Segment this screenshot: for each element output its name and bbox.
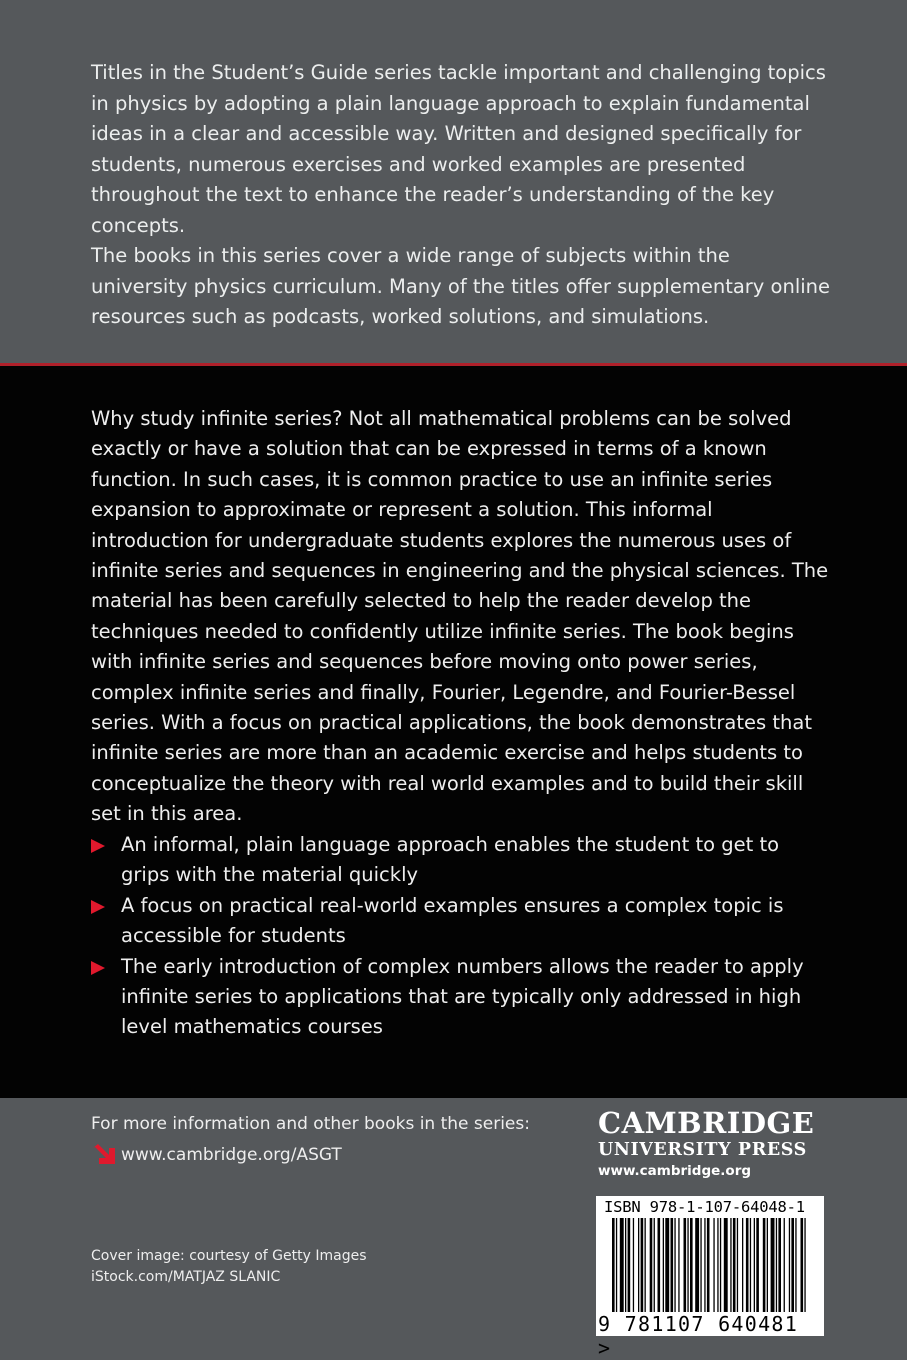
series-link[interactable]: [91, 1144, 342, 1166]
feature-item-text: A focus on practical real-world examples ensures a complex topic is accessible for students: [121, 893, 784, 948]
barcode-bar: [737, 1218, 738, 1312]
barcode-bar: [625, 1218, 626, 1312]
ean-digits: 9 781107 640481 >: [598, 1312, 799, 1360]
arrow-down-right-icon: [91, 1144, 117, 1166]
footer-panel: [0, 1098, 907, 1360]
cover-credit-line-2: iStock.com/MATJAZ SLANIC: [91, 1269, 281, 1285]
publisher-name: CAMBRIDGE: [598, 1106, 815, 1140]
barcode-bar: [684, 1218, 687, 1312]
feature-item-text: An informal, plain language approach enables the student to get to grips with the material quickly: [121, 833, 780, 887]
barcode-bar: [795, 1218, 796, 1312]
barcode-bar: [713, 1218, 714, 1312]
barcode-bar: [730, 1218, 731, 1312]
barcode-bar: [771, 1218, 775, 1312]
barcode-bar: [612, 1218, 615, 1312]
more-info-text: For more information and other books in the series:: [91, 1114, 530, 1134]
barcode-bar: [801, 1218, 804, 1312]
barcode-bar: [776, 1218, 777, 1312]
series-intro-paragraph-2: The books in this series cover a wide range of subjects within the university physics curriculum. Many of the titles offer supplementary online resources such as podcasts, worked solutions, and simulations.: [91, 244, 831, 328]
barcode-bar: [638, 1218, 639, 1312]
barcode-bar: [671, 1218, 674, 1312]
barcode-bar: [763, 1218, 766, 1312]
barcode-bar: [695, 1218, 699, 1312]
feature-item-text: The early introduction of complex numbers allows the reader to apply infinite series to applications that are typically only addressed in high level mathematics courses: [121, 954, 804, 1039]
barcode-bar: [650, 1218, 653, 1312]
barcode-bar: [784, 1218, 785, 1312]
barcode-bar: [704, 1218, 705, 1312]
barcode-bar: [789, 1218, 790, 1312]
barcode: [596, 1196, 824, 1360]
barcode-bar: [724, 1218, 728, 1312]
barcode-bar: [641, 1218, 644, 1312]
barcode-bar: [628, 1218, 631, 1312]
barcode-bar: [663, 1218, 664, 1312]
feature-item: [91, 830, 831, 891]
barcode-bar: [687, 1218, 688, 1312]
isbn-label: ISBN 978-1-107-64048-1: [604, 1198, 805, 1216]
publisher-url: www.cambridge.org: [598, 1163, 752, 1179]
barcode-bar: [616, 1218, 617, 1312]
barcode-bar: [746, 1218, 749, 1312]
barcode-bar: [733, 1218, 736, 1312]
barcode-bar: [645, 1218, 646, 1312]
barcode-bar: [717, 1218, 718, 1312]
barcode-bar: [756, 1218, 759, 1312]
feature-item: [91, 891, 831, 952]
cover-credit-line-1: Cover image: courtesy of Getty Images: [91, 1248, 367, 1264]
barcode-bar: [620, 1218, 624, 1312]
barcode-bar: [720, 1218, 721, 1312]
barcode-bar: [700, 1218, 701, 1312]
barcode-bar: [633, 1218, 634, 1312]
barcode-bar: [791, 1218, 794, 1312]
barcode-bar: [707, 1218, 710, 1312]
barcode-bar: [742, 1218, 743, 1312]
barcode-bar: [754, 1218, 755, 1312]
series-url[interactable]: www.cambridge.org/ASGT: [121, 1145, 342, 1165]
bullet-triangle-icon: [91, 900, 105, 914]
feature-item: [91, 952, 831, 1043]
barcode-bar: [767, 1218, 768, 1312]
barcode-bar: [678, 1218, 679, 1312]
book-description: Why study infinite series? Not all mathematical problems can be solved exactly or have a solution that can be expressed in terms of a known function. In such cases, it is common practice to use an infinite series expansion to approximate or represent a solution. This informal introduction for undergraduate students explores the numerous uses of infinite series and sequences in engineering and the physical sciences. The material has been carefully selected to help the reader develop the techniques needed to confidently utilize infinite series. The book begins with infinite series and sequences before moving onto power series, complex infinite series and finally, Fourier, Legendre, and Fourier-Bessel series. With a focus on practical applications, the book demonstrates that infinite series are more than an academic exercise and helps students to conceptualize the theory with real world examples and to build their skill set in this area.: [91, 407, 829, 826]
bullet-triangle-icon: [91, 839, 105, 853]
publisher-press: UNIVERSITY PRESS: [598, 1140, 807, 1160]
barcode-bar: [690, 1218, 693, 1312]
book-description-panel: [0, 366, 907, 1098]
feature-list: [91, 830, 831, 1043]
barcode-bar: [674, 1218, 675, 1312]
barcode-bars: [602, 1218, 816, 1312]
series-intro-paragraph-1: Titles in the Student’s Guide series tackle important and challenging topics in physics by adopting a plain language approach to explain fundamental ideas in a clear and accessible way. Written and designed specifically for students, numerous exercises and worked examples are presented throughout the text to enhance the reader’s understanding of the key concepts.: [91, 61, 826, 237]
series-intro-panel: [0, 0, 907, 366]
barcode-bar: [750, 1218, 751, 1312]
barcode-bar: [665, 1218, 669, 1312]
barcode-bar: [778, 1218, 781, 1312]
barcode-bar: [804, 1218, 805, 1312]
publisher-logo: [598, 1106, 826, 1179]
barcode-bar: [654, 1218, 655, 1312]
bullet-triangle-icon: [91, 961, 105, 975]
barcode-bar: [658, 1218, 661, 1312]
